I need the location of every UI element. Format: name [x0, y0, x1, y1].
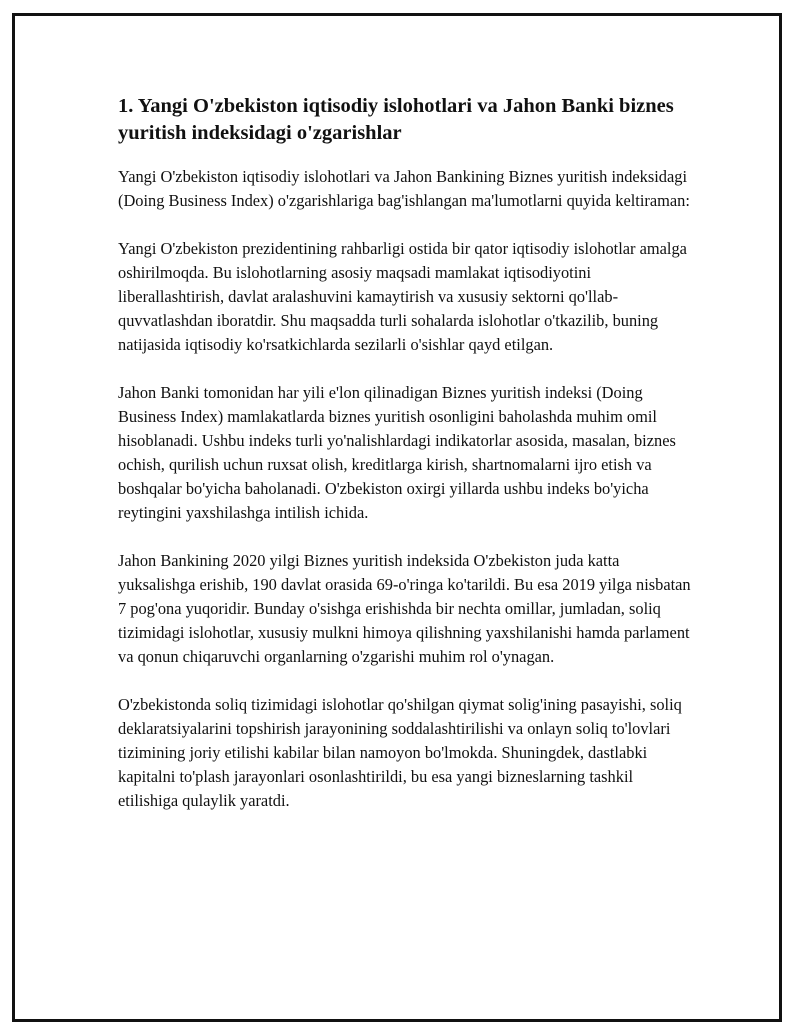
paragraph-tax: O'zbekistonda soliq tizimidagi islohotlar qo'shilgan qiymat solig'ining pasayishi, soliq deklaratsiyalarini topshirish jarayonining soddalashtirilishi va onlayn soliq to'lovlari tizimining joriy etilishi kabilar bilan namoyon bo'lmokda. Shuningdek, dastlabki kapitalni to'plash jarayonlari osonlashtirildi, bu esa yangi bizneslarning tashkil etilishiga qulaylik yaratdi.: [118, 695, 682, 810]
paragraph-intro: Yangi O'zbekiston iqtisodiy islohotlari va Jahon Bankining Biznes yuritish indeksidagi (Doing Business Index) o'zgarishlariga bag'ishlangan ma'lumotlarni quyida keltiraman:: [118, 167, 690, 210]
section-heading: 1. Yangi O'zbekiston iqtisodiy islohotlari va Jahon Banki biznes yuritish indeksidagi o'zgarishlar: [118, 95, 674, 144]
paragraph-index: Jahon Banki tomonidan har yili e'lon qilinadigan Biznes yuritish indeksi (Doing Business Index) mamlakatlarda biznes yuritish osonligini baholashda muhim omil hisoblanadi. Ushbu indeks turli yo'nalishlardagi indikatorlar asosida, masalan, biznes ochish, qurilish uchun ruxsat olish, kreditlarga kirish, shartnomalarni ijro etish va boshqalar bo'yicha baholanadi. O'zbekiston oxirgi yillarda ushbu indeks bo'yicha reytingini yaxshilashga intilish ichida.: [118, 383, 676, 522]
paragraph-reforms: Yangi O'zbekiston prezidentining rahbarligi ostida bir qator iqtisodiy islohotlar amalga oshirilmoqda. Bu islohotlarning asosiy maqsadi mamlakat iqtisodiyotini liberallashtirish, davlat aralashuvini kamaytirish va xususiy sektorni qo'llab-quvvatlashdan iboratdir. Shu maqsadda turli sohalarda islohotlar o'tkazilib, buning natijasida iqtisodiy ko'rsatkichlarda sezilarli o'sishlar qayd etilgan.: [118, 239, 687, 354]
paragraph-ranking: Jahon Bankining 2020 yilgi Biznes yuritish indeksida O'zbekiston juda katta yuksalishga erishib, 190 davlat orasida 69-o'ringa ko'tarildi. Bu esa 2019 yilga nisbatan 7 pog'ona yuqoridir. Bunday o'sishga erishishda bir nechta omillar, jumladan, soliq tizimidagi islohotlar, xususiy mulkni himoya qilishning yaxshilanishi hamda parlament va qonun chiqaruvchi organlarning o'zgarishi muhim rol o'ynagan.: [118, 551, 691, 666]
document-body: [118, 93, 693, 837]
